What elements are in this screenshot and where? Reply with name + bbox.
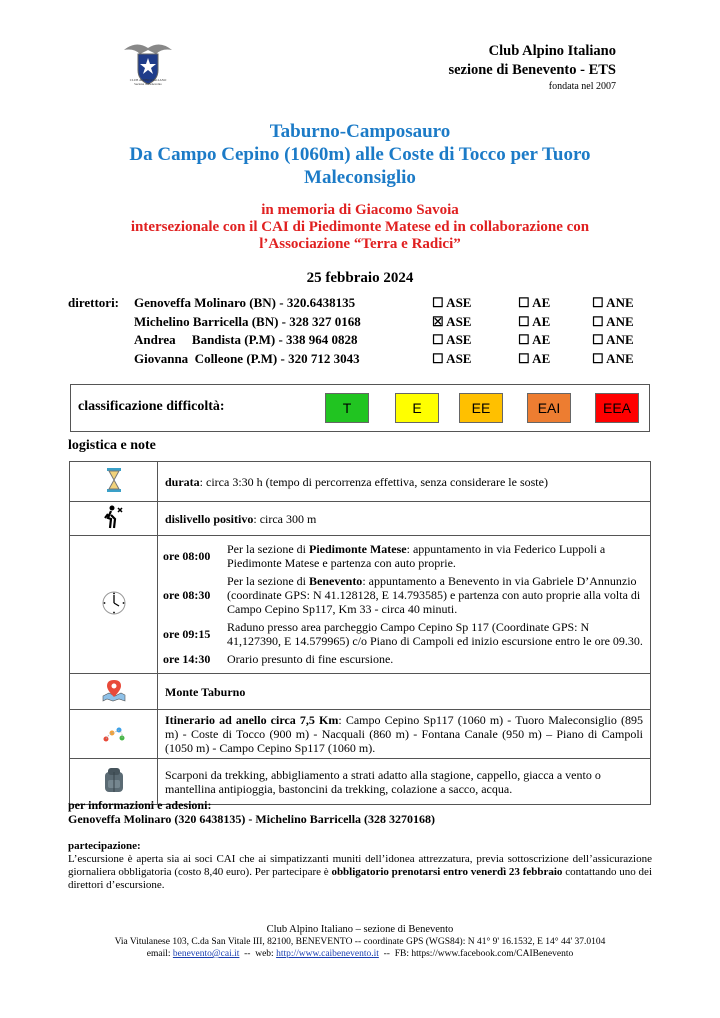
gear-text: Scarponi da trekking, abbigliamento a strati adatto alla stagione, cappello, giacca a vento o mantellina antipioggia, bastoncini da trekking, colazione a sacco, acqua. <box>165 767 601 796</box>
email-link[interactable]: benevento@cai.it <box>172 949 240 959</box>
schedule-item <box>163 620 643 652</box>
directors-list <box>68 295 668 369</box>
schedule-row <box>70 536 651 674</box>
footer <box>60 924 660 960</box>
difficulty-label: classificazione difficoltà: <box>78 399 225 414</box>
schedule-bold: Benevento <box>308 574 363 588</box>
schedule-desc <box>227 620 643 652</box>
schedule-desc <box>227 574 643 620</box>
elevation-cell <box>158 502 651 536</box>
schedule-bold: Piedimonte Matese <box>308 542 407 556</box>
schedule-desc <box>227 542 643 574</box>
email-label: email: <box>146 949 173 959</box>
location-row <box>70 674 651 710</box>
event-date: 25 febbraio 2024 <box>306 270 414 286</box>
duration-cell <box>158 462 651 502</box>
subtitle <box>60 202 660 253</box>
info-contacts: Genoveffa Molinaro (320 6438135) - Michelino Barricella (328 3270168) <box>68 812 436 826</box>
schedule-item <box>163 542 643 574</box>
ae-checkbox: ☐ AE <box>518 332 551 347</box>
ase-checkbox: ☒ ASE <box>432 313 472 329</box>
schedule-item <box>163 574 643 620</box>
clock-icon <box>70 536 158 674</box>
ane-checkbox: ☐ ANE <box>592 332 634 347</box>
logo-caption <box>120 78 176 86</box>
subtitle-line-1: in memoria di Giacomo Savoia <box>261 202 459 218</box>
website-link[interactable]: http://www.caibenevento.it <box>276 949 379 959</box>
itinerary-row <box>70 710 651 759</box>
schedule-desc <box>227 652 643 670</box>
org-name: Club Alpino Italiano <box>488 43 616 59</box>
schedule-text: : appuntamento a Benevento in via Gabriele D’Annunzio (coordinate GPS: N 41.128128, E 14.793585) e partenza con auto proprie alla volta di Campo Cepino Sp117, Km 33 - circa 40 minuti. <box>227 574 641 616</box>
org-founded: fondata nel 2007 <box>548 81 616 92</box>
organization-header <box>448 42 616 94</box>
logo-text-2: Sezione di Benevento <box>134 82 162 86</box>
subtitle-line-2: intersezionale con il CAI di Piedimonte Matese ed in collaborazione con <box>130 219 590 235</box>
director-name: Andrea Bandista (P.M) - 338 964 0828 <box>134 332 358 347</box>
participation-text-post: contattando uno dei direttori d’escursione. <box>68 866 652 891</box>
difficulty-box <box>70 384 650 432</box>
badge-eea: EEA <box>595 393 639 423</box>
ane-checkbox: ☐ ANE <box>592 295 634 310</box>
ae-checkbox: ☐ AE <box>518 350 551 366</box>
footer-title: Club Alpino Italiano – sezione di Benevento <box>266 924 454 935</box>
director-row <box>68 314 668 333</box>
title-line-1: Taburno-Camposauro <box>269 121 451 142</box>
org-section: sezione di Benevento - ETS <box>448 62 616 78</box>
schedule-time: ore 08:00 <box>163 549 211 563</box>
ase-checkbox: ☐ ASE <box>432 332 472 347</box>
title-line-2: Da Campo Cepino (1060m) alle Coste di Tocco per Tuoro <box>129 144 591 165</box>
badge-eai: EAI <box>527 393 571 423</box>
director-name: Michelino Barricella (BN) - 328 327 0168 <box>134 313 361 329</box>
badge-t: T <box>325 393 369 423</box>
schedule-cell <box>158 536 651 674</box>
logistics-table <box>69 461 651 805</box>
participation-text-pre: L’escursione è aperta sia ai soci CAI che ai simpatizzanti muniti dell’idonea attrezzatura, previa sottoscrizione dell’assicurazione giornaliera obbligatoria (costo 8,40 euro). Per partecipare è <box>68 853 652 878</box>
schedule-time: ore 09:15 <box>163 627 211 641</box>
badge-e: E <box>395 393 439 423</box>
director-row <box>68 332 668 351</box>
hiker-icon <box>70 502 158 536</box>
director-name: Giovanna Colleone (P.M) - 320 712 3043 <box>134 350 360 366</box>
duration-text: : circa 3:30 h (tempo di percorrenza effettiva, senza considerare le soste) <box>199 474 548 489</box>
web-label: -- web: <box>239 949 277 959</box>
title-line-3: Maleconsiglio <box>304 167 416 188</box>
subtitle-line-3: l’Associazione “Terra e Radici” <box>259 236 461 252</box>
schedule-text: Orario presunto di fine escursione. <box>227 652 394 666</box>
schedule-text: Per la sezione di <box>227 542 309 556</box>
hourglass-icon <box>70 462 158 502</box>
footer-address: Via Vitulanese 103, C.da San Vitale III, 82100, BENEVENTO -- coordinate GPS (WGS84): N 41° 9' 16.1532, E 14° 44' 37.0104 <box>114 937 606 947</box>
participation-text-bold: obbligatorio prenotarsi entro venerdì 23 febbraio <box>331 866 563 878</box>
elevation-row <box>70 502 651 536</box>
logistics-heading: logistica e note <box>68 438 156 453</box>
director-row <box>68 295 668 314</box>
elevation-text: : circa 300 m <box>253 511 317 526</box>
schedule-text: : appuntamento in via Federico Luppoli a Piedimonte Matese e partenza con auto proprie. <box>227 542 606 570</box>
director-row <box>68 351 668 370</box>
schedule-list <box>163 542 643 670</box>
schedule-text: Raduno presso area parcheggio Campo Cepino Sp 117 (Coordinate GPS: N 41,127390, E 14.579965) c/o Piano di Campoli ed inizio escursione entro le ore 09.30. <box>227 620 643 648</box>
director-name: Genoveffa Molinaro (BN) - 320.6438135 <box>134 295 356 310</box>
ae-checkbox: ☐ AE <box>518 295 551 310</box>
badge-ee: EE <box>459 393 503 423</box>
schedule-time: ore 14:30 <box>163 652 211 666</box>
route-icon <box>70 710 158 759</box>
location-name: Monte Taburno <box>165 684 246 699</box>
schedule-text: Per la sezione di <box>227 574 309 588</box>
itinerary-label: Itinerario ad anello circa 7,5 Km <box>165 713 339 727</box>
participation-heading: partecipazione: <box>68 840 141 852</box>
participation-text <box>68 853 652 892</box>
duration-row <box>70 462 651 502</box>
map-pin-icon <box>70 674 158 710</box>
page-title <box>60 120 660 189</box>
participation-section <box>68 840 652 892</box>
duration-label: durata <box>165 474 200 489</box>
ae-checkbox: ☐ AE <box>518 313 551 329</box>
schedule-time: ore 08:30 <box>163 588 211 602</box>
ase-checkbox: ☐ ASE <box>432 350 472 366</box>
footer-contacts <box>60 948 660 960</box>
logo-text-1: CLUB ALPINO ITALIANO <box>129 78 167 82</box>
ane-checkbox: ☐ ANE <box>592 313 634 329</box>
schedule-item <box>163 652 643 670</box>
itinerary-text: : Campo Cepino Sp117 (1060 m) - Tuoro Maleconsiglio (895 m) - Coste di Tocco (900 m) - Nacquali (860 m) - Fontana Canale (950 m) – Piano di Campoli (1050 m) - Campo Cepino Sp117 (1060 m). <box>165 713 643 755</box>
elevation-label: dislivello positivo <box>165 511 254 526</box>
itinerary-cell <box>158 710 651 759</box>
directors-label: direttori: <box>68 295 120 310</box>
ase-checkbox: ☐ ASE <box>432 295 472 310</box>
facebook-text: -- FB: https://www.facebook.com/CAIBenevento <box>378 949 574 959</box>
info-section <box>68 798 435 826</box>
location-cell <box>158 674 651 710</box>
info-heading: per informazioni e adesioni: <box>68 798 212 812</box>
ane-checkbox: ☐ ANE <box>592 350 634 366</box>
